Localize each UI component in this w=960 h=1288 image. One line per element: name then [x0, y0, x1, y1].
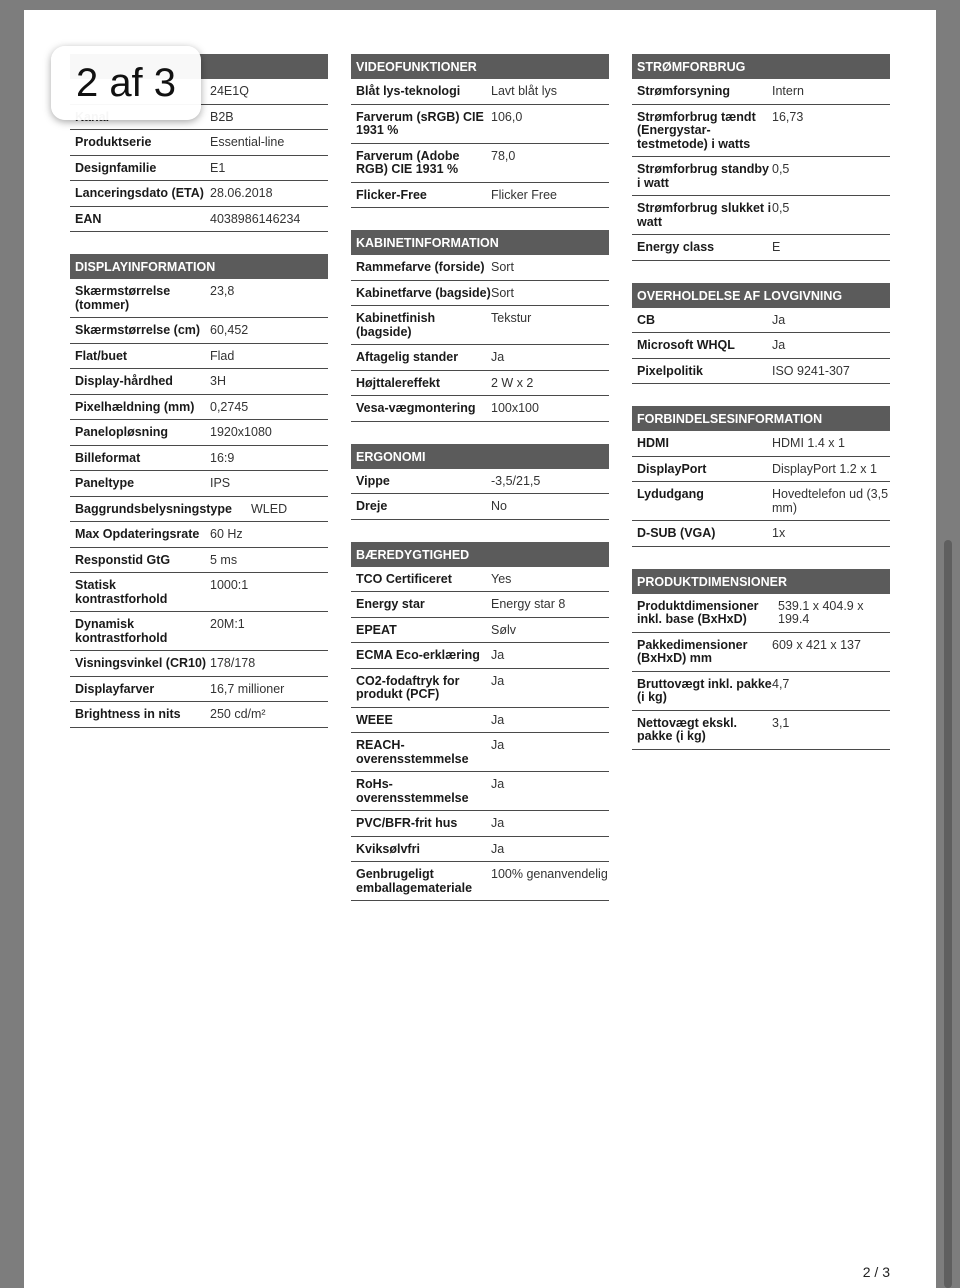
- spec-value: HDMI 1.4 x 1: [772, 436, 845, 450]
- section-header-compliance: OVERHOLDELSE AF LOVGIVNING: [632, 283, 890, 308]
- spec-row: [351, 79, 609, 105]
- spec-label: PVC/BFR-frit hus: [356, 816, 458, 830]
- section-ergonomics: [351, 444, 609, 520]
- spec-label: Pixelpolitik: [637, 363, 703, 378]
- spec-row: [351, 396, 609, 422]
- spec-label: Designfamilie: [75, 160, 157, 175]
- spec-value: DisplayPort 1.2 x 1: [772, 461, 877, 476]
- spec-value: 23,8: [210, 284, 235, 298]
- spec-label: Baggrundsbelysningstype: [75, 501, 232, 516]
- section-sustainability: [351, 542, 609, 902]
- spec-value: Essential-line: [210, 135, 285, 149]
- spec-label: Microsoft WHQL: [637, 338, 735, 352]
- section-compliance: [632, 283, 890, 385]
- spec-value: IPS: [210, 476, 231, 490]
- spec-row: [632, 594, 890, 633]
- spec-value: 250 cd/m²: [210, 707, 266, 721]
- spec-value: Ja: [491, 841, 505, 856]
- spec-label: Strømforsyning: [637, 84, 731, 98]
- spec-row: [351, 255, 609, 281]
- spec-label: Farverum (Adobe RGB) CIE 1931 %: [356, 148, 460, 176]
- spec-label: Rammefarve (forside): [356, 260, 485, 274]
- spec-row: [351, 469, 609, 495]
- section-connectivity: [632, 406, 890, 547]
- spec-label: Energy class: [637, 240, 715, 254]
- spec-value: 609 x 421 x 137: [772, 637, 861, 652]
- section-display: [70, 254, 328, 728]
- spec-label: RoHs-overensstemmelse: [356, 777, 469, 805]
- spec-value: Sort: [491, 260, 514, 274]
- scrollbar-thumb[interactable]: [944, 540, 952, 1288]
- section-power: [632, 54, 890, 261]
- section-header-sustainability: BÆREDYGTIGHED: [351, 542, 609, 567]
- spec-value: Flad: [210, 348, 235, 363]
- spec-label: Genbrugeligt emballagemateriale: [356, 867, 473, 895]
- spec-label: Lanceringsdato (ETA): [75, 186, 204, 200]
- spec-label: Pixelhældning (mm): [75, 399, 195, 414]
- spec-value: 16:9: [210, 450, 235, 465]
- spec-value: 0,2745: [210, 399, 249, 414]
- section-header-display: DISPLAYINFORMATION: [70, 254, 328, 279]
- spec-row: [70, 279, 328, 318]
- spec-value: 28.06.2018: [210, 186, 273, 200]
- spec-label: Pakkedimensioner (BxHxD) mm: [637, 637, 748, 665]
- spec-label: Skærmstørrelse (cm): [75, 323, 201, 337]
- page-count-badge: 2 af 3: [51, 46, 201, 120]
- spec-row: [632, 633, 890, 672]
- spec-label: Strømforbrug standby i watt: [637, 162, 769, 190]
- spec-value: Flicker Free: [491, 187, 557, 202]
- spec-label: Displayfarver: [75, 681, 155, 696]
- spec-value: 100% genanvendelig: [491, 867, 608, 881]
- spec-value: E: [772, 240, 781, 254]
- spec-row: [632, 521, 890, 547]
- column-left: [70, 54, 328, 750]
- spec-row: [632, 457, 890, 483]
- spec-row: [70, 471, 328, 497]
- spec-value: Ja: [491, 777, 505, 791]
- spec-label: Kabinetfinish (bagside): [356, 311, 436, 339]
- spec-label: Kviksølvfri: [356, 841, 420, 856]
- spec-value: Lavt blåt lys: [491, 84, 558, 98]
- spec-label: Strømforbrug slukket i watt: [637, 201, 772, 229]
- spec-label: Lydudgang: [637, 487, 704, 501]
- spec-label: CO2-fodaftryk for produkt (PCF): [356, 673, 460, 701]
- spec-row: [632, 196, 890, 235]
- spec-value: 60 Hz: [210, 527, 243, 541]
- spec-value: 1x: [772, 526, 786, 540]
- spec-label: Flat/buet: [75, 348, 128, 363]
- spec-label: REACH-overensstemmelse: [356, 738, 469, 766]
- spec-value: Ja: [491, 738, 505, 752]
- spec-row: [351, 144, 609, 183]
- spec-value: 24E1Q: [210, 84, 249, 98]
- spec-value: 1920x1080: [210, 425, 272, 439]
- spec-row: [70, 573, 328, 612]
- spec-value: 16,73: [772, 109, 804, 124]
- spec-value: WLED: [251, 501, 288, 516]
- spec-row: [351, 862, 609, 901]
- section-dimensions: [632, 569, 890, 750]
- spec-value: Ja: [491, 350, 505, 364]
- spec-row: [70, 420, 328, 446]
- spec-row: [351, 811, 609, 837]
- spec-label: Produktserie: [75, 135, 152, 149]
- spec-label: DisplayPort: [637, 461, 707, 476]
- spec-label: Brightness in nits: [75, 707, 181, 721]
- spec-label: WEEE: [356, 712, 393, 727]
- spec-row: [351, 345, 609, 371]
- spec-label: Blåt lys-teknologi: [356, 84, 461, 98]
- spec-row: [351, 306, 609, 345]
- spec-label: Panelopløsning: [75, 425, 169, 439]
- spec-row: [351, 105, 609, 144]
- spec-value: 3H: [210, 374, 226, 388]
- spec-value: Yes: [491, 571, 512, 586]
- spec-value: Ja: [491, 816, 505, 830]
- spec-row: [632, 711, 890, 750]
- spec-row: [351, 618, 609, 644]
- spec-row: [70, 369, 328, 395]
- spec-label: D-SUB (VGA): [637, 526, 716, 540]
- spec-row: [351, 567, 609, 593]
- spec-value: 78,0: [491, 148, 516, 163]
- spec-label: Max Opdateringsrate: [75, 527, 200, 541]
- spec-label: Paneltype: [75, 476, 135, 490]
- spec-label: Statisk kontrastforhold: [75, 578, 168, 606]
- spec-row: [351, 643, 609, 669]
- spec-label: TCO Certificeret: [356, 571, 452, 586]
- spec-row: [70, 207, 328, 233]
- spec-row: [70, 612, 328, 651]
- spec-row: [632, 431, 890, 457]
- spec-value: Hovedtelefon ud (3,5 mm): [772, 487, 889, 515]
- spec-row: [70, 318, 328, 344]
- spec-row: [351, 772, 609, 811]
- spec-row: [70, 156, 328, 182]
- spec-value: 100x100: [491, 401, 539, 415]
- spec-label: Produktdimensioner inkl. base (BxHxD): [637, 598, 759, 626]
- spec-row: [70, 395, 328, 421]
- spec-value: ISO 9241-307: [772, 363, 850, 378]
- spec-value: 106,0: [491, 109, 523, 124]
- spec-row: [351, 592, 609, 618]
- spec-row: [70, 548, 328, 574]
- spec-label: EPEAT: [356, 622, 397, 637]
- spec-label: EAN: [75, 211, 102, 226]
- spec-value: B2B: [210, 109, 234, 124]
- spec-value: Sort: [491, 285, 514, 300]
- spec-value: 178/178: [210, 656, 256, 670]
- spec-row: [70, 446, 328, 472]
- spec-value: 1000:1: [210, 578, 249, 592]
- spec-row: [70, 522, 328, 548]
- spec-row: [351, 708, 609, 734]
- spec-value: 539.1 x 404.9 x 199.4: [778, 598, 864, 626]
- spec-value: Ja: [772, 312, 786, 327]
- section-cabinet: [351, 230, 609, 422]
- spec-row: [70, 130, 328, 156]
- spec-row: [351, 371, 609, 397]
- spec-value: 16,7 millioner: [210, 681, 285, 696]
- spec-label: Energy star: [356, 597, 425, 611]
- spec-row: [632, 105, 890, 158]
- spec-value: E1: [210, 160, 226, 175]
- spec-value: Intern: [772, 84, 804, 98]
- spec-value: 60,452: [210, 323, 249, 337]
- spec-label: Nettovægt ekskl. pakke (i kg): [637, 715, 738, 743]
- spec-value: Energy star 8: [491, 597, 566, 611]
- spec-row: [351, 669, 609, 708]
- spec-label: Display-hårdhed: [75, 374, 173, 388]
- spec-value: Ja: [491, 673, 505, 688]
- spec-label: Strømforbrug tændt (Energystar-testmetode) i watts: [637, 109, 756, 151]
- spec-value: Tekstur: [491, 311, 532, 325]
- spec-label: Bruttovægt inkl. pakke (i kg): [637, 676, 772, 704]
- spec-row: [632, 235, 890, 261]
- spec-label: HDMI: [637, 436, 669, 450]
- spec-value: Ja: [491, 712, 505, 727]
- spec-label: Aftagelig stander: [356, 350, 459, 364]
- spec-label: Skærmstørrelse (tommer): [75, 284, 171, 312]
- spec-value: 4,7: [772, 676, 790, 691]
- column-middle: [351, 54, 609, 923]
- spec-row: [632, 482, 890, 521]
- section-header-dimensions: PRODUKTDIMENSIONER: [632, 569, 890, 594]
- spec-row: [70, 677, 328, 703]
- spec-row: [351, 837, 609, 863]
- spec-row: [351, 183, 609, 209]
- spec-row: [632, 308, 890, 334]
- spec-value: 0,5: [772, 162, 790, 176]
- spec-row: [351, 494, 609, 520]
- spec-value: 3,1: [772, 715, 790, 730]
- spec-value: 5 ms: [210, 552, 238, 567]
- spec-value: 2 W x 2: [491, 375, 534, 390]
- spec-sheet-page: [24, 10, 936, 1288]
- section-header-connectivity: FORBINDELSESINFORMATION: [632, 406, 890, 431]
- section-header-power: STRØMFORBRUG: [632, 54, 890, 79]
- spec-value: Sølv: [491, 622, 516, 637]
- spec-row: [70, 181, 328, 207]
- spec-label: Højttalereffekt: [356, 375, 441, 390]
- spec-label: Responstid GtG: [75, 552, 171, 567]
- spec-value: No: [491, 499, 507, 513]
- spec-row: [632, 79, 890, 105]
- section-video: [351, 54, 609, 208]
- section-header-cabinet: KABINETINFORMATION: [351, 230, 609, 255]
- spec-row: [632, 333, 890, 359]
- spec-value: Ja: [772, 338, 786, 352]
- spec-label: Dynamisk kontrastforhold: [75, 617, 168, 645]
- spec-value: Ja: [491, 648, 505, 662]
- spec-row: [632, 157, 890, 196]
- spec-value: 0,5: [772, 201, 790, 215]
- section-header-ergonomics: ERGONOMI: [351, 444, 609, 469]
- spec-label: Vippe: [356, 473, 390, 488]
- spec-row: [70, 497, 328, 523]
- page-indicator: 2 / 3: [862, 1264, 890, 1280]
- spec-label: Dreje: [356, 499, 388, 513]
- spec-row: [70, 702, 328, 728]
- spec-label: ECMA Eco-erklæring: [356, 648, 480, 662]
- spec-row: [70, 344, 328, 370]
- spec-row: [351, 733, 609, 772]
- spec-label: Flicker-Free: [356, 187, 427, 202]
- spec-label: Farverum (sRGB) CIE 1931 %: [356, 109, 484, 137]
- column-right: [632, 54, 890, 772]
- spec-label: Visningsvinkel (CR10): [75, 656, 207, 670]
- spec-row: [632, 359, 890, 385]
- spec-label: Vesa-vægmontering: [356, 401, 476, 415]
- spec-row: [351, 281, 609, 307]
- spec-label: Billeformat: [75, 450, 141, 465]
- section-header-video: VIDEOFUNKTIONER: [351, 54, 609, 79]
- spec-label: Kabinetfarve (bagside): [356, 285, 491, 300]
- spec-label: CB: [637, 312, 656, 327]
- spec-row: [70, 651, 328, 677]
- spec-value: 20M:1: [210, 617, 245, 631]
- spec-row: [632, 672, 890, 711]
- spec-value: -3,5/21,5: [491, 473, 541, 488]
- spec-value: 4038986146234: [210, 211, 301, 226]
